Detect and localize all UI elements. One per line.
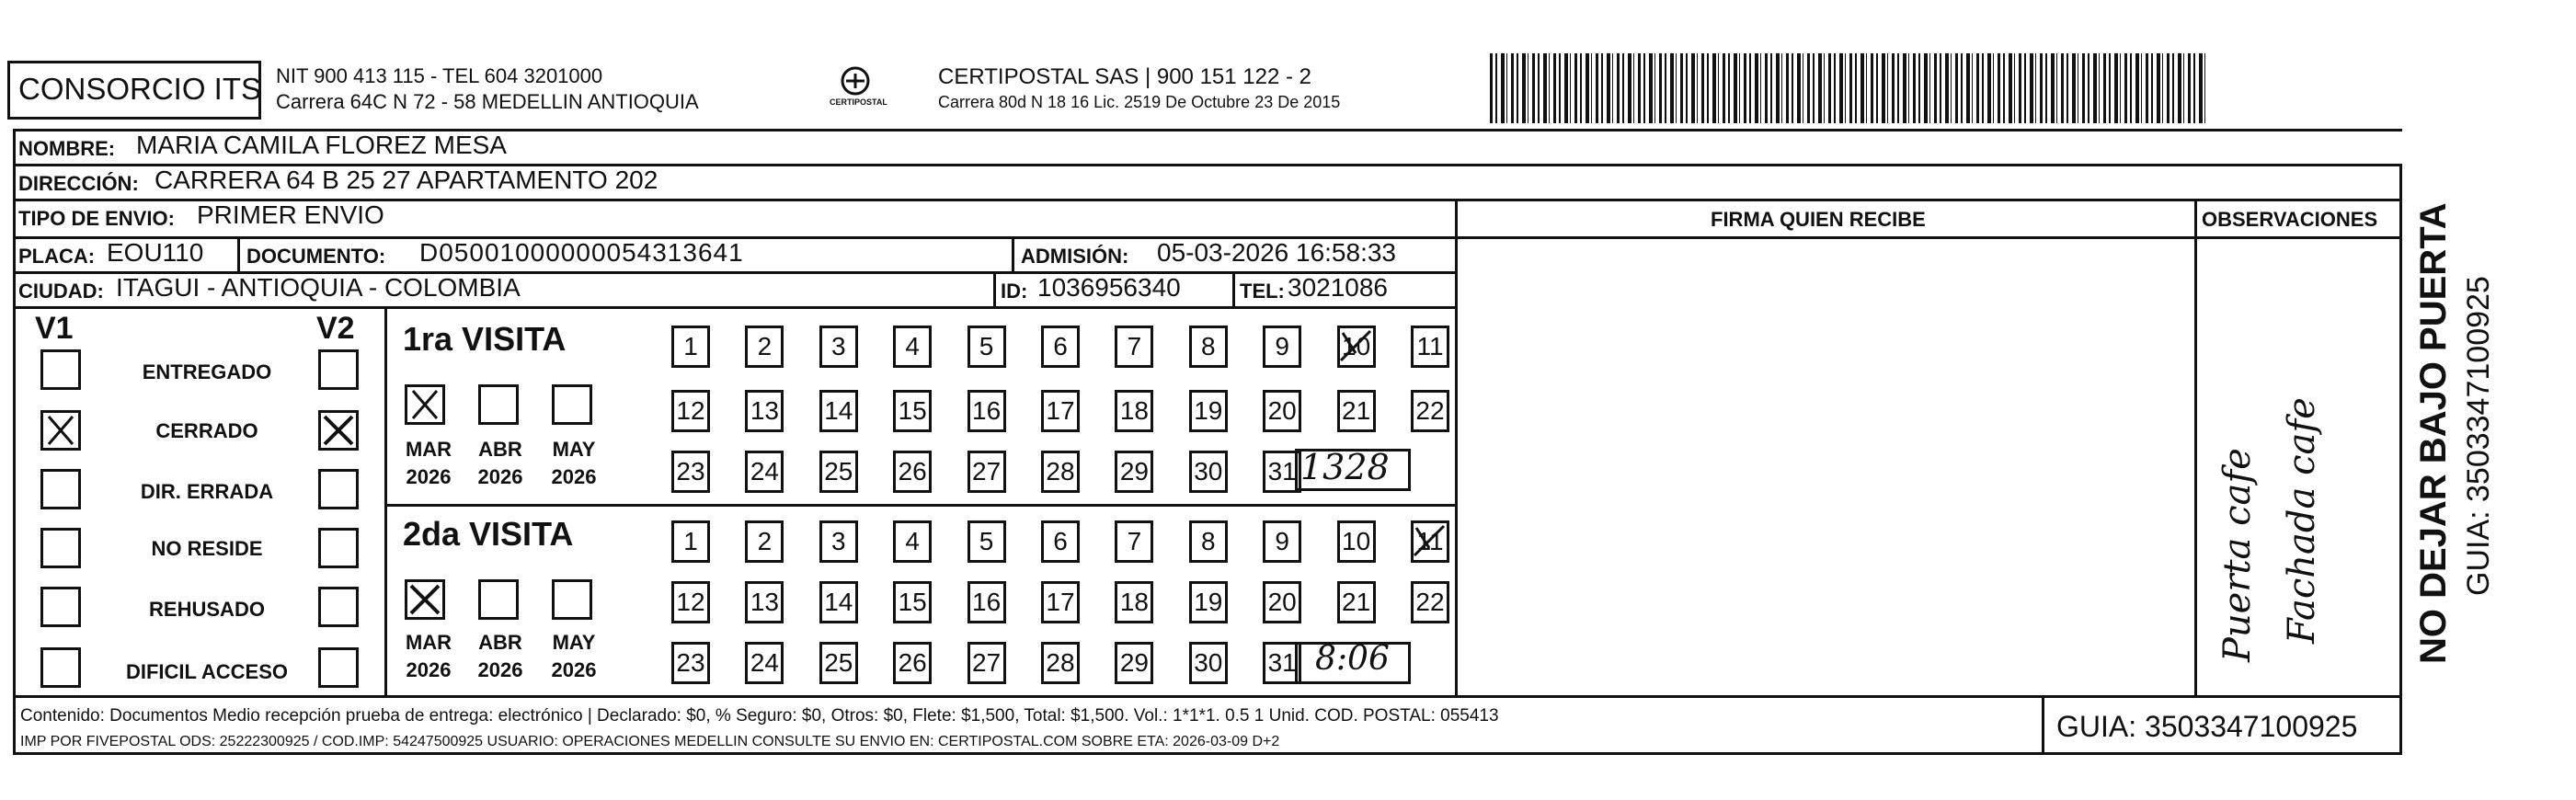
visita1-day-box[interactable]: 6 xyxy=(1041,326,1080,368)
visita1-month-may[interactable] xyxy=(552,384,592,425)
v2-header: V2 xyxy=(316,311,355,346)
visita1-day-box[interactable]: 19 xyxy=(1189,390,1228,432)
visita1-day-box[interactable]: 9 xyxy=(1263,326,1301,368)
visita2-day-box[interactable]: 1 xyxy=(671,520,710,563)
nombre-value: MARIA CAMILA FLOREZ MESA xyxy=(136,131,507,159)
visita1-day-box[interactable]: 28 xyxy=(1041,451,1080,493)
v2-dificil-acceso[interactable] xyxy=(318,647,359,688)
divider xyxy=(1455,199,1458,695)
status-dificil-acceso: DIFICIL ACCESO xyxy=(125,660,288,683)
visita1-time: 1328 xyxy=(1300,447,1390,487)
visita2-day-box[interactable]: 24 xyxy=(745,642,784,684)
carrier-address: Carrera 80d N 18 16 Lic. 2519 De Octubre 23 De 2015 xyxy=(938,93,1341,111)
divider xyxy=(13,129,16,754)
certipostal-logo xyxy=(819,64,892,116)
visita2-abr-year: 2026 xyxy=(477,658,523,681)
ciudad-value: ITAGUI - ANTIOQUIA - COLOMBIA xyxy=(116,273,521,302)
v2-entregado[interactable] xyxy=(318,349,359,390)
visita2-day-box[interactable]: 23 xyxy=(671,642,710,684)
nombre-label: NOMBRE: xyxy=(18,137,116,160)
visita1-day-box[interactable]: 16 xyxy=(967,390,1006,432)
logo-caption: CERTIPOSTAL xyxy=(830,97,887,107)
divider xyxy=(384,309,387,695)
placa-label: PLACA: xyxy=(18,245,96,268)
tel-value: 3021086 xyxy=(1288,273,1389,302)
visita2-mar-year: 2026 xyxy=(406,658,452,681)
visita1-day-box[interactable]: 30 xyxy=(1189,451,1228,493)
visita1-day-box[interactable]: 1 xyxy=(671,326,710,368)
visita1-day-box[interactable]: 15 xyxy=(893,390,932,432)
visita1-day-box[interactable]: 5 xyxy=(967,326,1006,368)
observaciones-handwriting xyxy=(2198,276,2400,690)
side-guia: GUIA: 3503347100925 xyxy=(2461,276,2496,596)
placa-value: EOU110 xyxy=(107,238,204,267)
v2-rehusado[interactable] xyxy=(318,587,359,627)
check-mark-icon xyxy=(1337,326,1374,366)
visita2-time: 8:06 xyxy=(1315,640,1390,678)
status-rehusado: REHUSADO xyxy=(149,598,265,621)
direccion-label: DIRECCIÓN: xyxy=(18,172,139,195)
visita1-may: MAY xyxy=(552,438,596,461)
visita2-day-box[interactable]: 27 xyxy=(967,642,1006,684)
visita2-day-box[interactable]: 14 xyxy=(819,581,858,623)
divider xyxy=(13,752,2402,755)
visita2-day-box[interactable]: 11 xyxy=(1411,520,1449,563)
visita2-day-box[interactable]: 25 xyxy=(819,642,858,684)
visita2-day-box[interactable]: 12 xyxy=(671,581,710,623)
visita2-may-year: 2026 xyxy=(551,658,597,681)
admision-label: ADMISIÓN: xyxy=(1021,245,1129,268)
visita2-day-box[interactable]: 22 xyxy=(1411,581,1449,623)
company-address: Carrera 64C N 72 - 58 MEDELLIN ANTIOQUIA xyxy=(276,90,699,113)
observacion-2: Fachada cafe xyxy=(2281,397,2323,644)
footer-imp: IMP POR FIVEPOSTAL ODS: 25222300925 / COD.IMP: 54247500925 USUARIO: OPERACIONES MEDELLIN CONSULTE SU ENVIO EN: CERTIPOSTAL.COM SOBRE ETA: 2026-03-09 D+2 xyxy=(20,734,1280,749)
visita2-day-box[interactable]: 19 xyxy=(1189,581,1228,623)
visita2-month-mar[interactable] xyxy=(405,579,445,620)
visita1-day-box[interactable]: 11 xyxy=(1411,326,1449,368)
visita1-day-box[interactable]: 29 xyxy=(1115,451,1153,493)
visita1-day-box[interactable]: 3 xyxy=(819,326,858,368)
visita2-title: 2da VISITA xyxy=(403,515,574,553)
visita2-day-box[interactable]: 31 xyxy=(1263,642,1301,684)
visita1-day-box[interactable]: 22 xyxy=(1411,390,1449,432)
visita2-day-box[interactable]: 16 xyxy=(967,581,1006,623)
divider xyxy=(1012,236,1014,271)
visita1-day-box[interactable]: 27 xyxy=(967,451,1006,493)
visita1-abr: ABR xyxy=(478,438,522,461)
documento-value: D050010000000543136​41 xyxy=(419,238,744,267)
visita2-month-abr[interactable] xyxy=(478,579,519,620)
v1-dir-errada[interactable] xyxy=(40,469,81,509)
visita1-mar-year: 2026 xyxy=(406,465,452,488)
visita1-title: 1ra VISITA xyxy=(403,320,567,358)
v2-cerrado[interactable] xyxy=(318,410,359,451)
visita2-day-box[interactable]: 3 xyxy=(819,520,858,563)
v1-entregado[interactable] xyxy=(40,349,81,390)
visita1-day-box[interactable]: 8 xyxy=(1189,326,1228,368)
v1-dificil-acceso[interactable] xyxy=(40,647,81,688)
visita1-month-abr[interactable] xyxy=(478,384,519,425)
status-dir-errada: DIR. ERRADA xyxy=(140,480,274,503)
visita2-month-may[interactable] xyxy=(552,579,592,620)
nit-line: NIT 900 413 115 - TEL 604 3201000 xyxy=(276,64,603,87)
tipo-value: PRIMER ENVIO xyxy=(197,200,384,229)
visita1-may-year: 2026 xyxy=(551,465,597,488)
visita1-day-box[interactable]: 12 xyxy=(671,390,710,432)
tipo-label: TIPO DE ENVIO: xyxy=(18,207,175,230)
visita2-day-box[interactable]: 30 xyxy=(1189,642,1228,684)
visita2-day-box[interactable]: 18 xyxy=(1115,581,1153,623)
visita1-day-box[interactable]: 23 xyxy=(671,451,710,493)
visita2-day-box[interactable]: 20 xyxy=(1263,581,1301,623)
visita2-day-box[interactable]: 28 xyxy=(1041,642,1080,684)
observacion-1: Puerta cafe xyxy=(2216,448,2259,662)
carrier-line: CERTIPOSTAL SAS | 900 151 122 - 2 xyxy=(938,64,1311,89)
visita2-abr: ABR xyxy=(478,631,522,654)
barcode xyxy=(1490,53,2207,123)
visita1-day-box[interactable]: 26 xyxy=(893,451,932,493)
visita1-day-box[interactable]: 2 xyxy=(745,326,784,368)
divider xyxy=(237,236,240,271)
visita1-day-box[interactable]: 21 xyxy=(1337,390,1376,432)
visita1-abr-year: 2026 xyxy=(477,465,523,488)
visita1-day-box[interactable]: 4 xyxy=(893,326,932,368)
divider xyxy=(384,504,1457,507)
status-no-reside: NO RESIDE xyxy=(151,537,263,560)
visita1-day-box[interactable]: 18 xyxy=(1115,390,1153,432)
divider xyxy=(993,271,996,306)
id-label: ID: xyxy=(1001,280,1028,303)
firma-header: FIRMA QUIEN RECIBE xyxy=(1711,208,1926,231)
ciudad-label: CIUDAD: xyxy=(18,280,104,303)
v2-dir-errada[interactable] xyxy=(318,469,359,509)
visita2-day-box[interactable]: 29 xyxy=(1115,642,1153,684)
visita1-day-box[interactable]: 14 xyxy=(819,390,858,432)
visita2-day-box[interactable]: 7 xyxy=(1115,520,1153,563)
id-value: 1036956340 xyxy=(1037,273,1181,302)
visita1-day-box[interactable]: 20 xyxy=(1263,390,1301,432)
footer-guia: GUIA: 3503347100925 xyxy=(2056,710,2358,743)
visita2-day-box[interactable]: 26 xyxy=(893,642,932,684)
visita1-day-box[interactable]: 13 xyxy=(745,390,784,432)
visita1-day-box[interactable]: 17 xyxy=(1041,390,1080,432)
visita2-day-box[interactable]: 2 xyxy=(745,520,784,563)
visita2-may: MAY xyxy=(552,631,596,654)
visita2-day-box[interactable]: 13 xyxy=(745,581,784,623)
visita2-day-box[interactable]: 6 xyxy=(1041,520,1080,563)
divider xyxy=(2194,199,2197,695)
divider xyxy=(2042,695,2044,754)
divider xyxy=(1455,236,2402,239)
visita1-day-box[interactable]: 31 xyxy=(1263,451,1301,493)
visita2-day-box[interactable]: 4 xyxy=(893,520,932,563)
tel-label: TEL: xyxy=(1240,280,1285,303)
visita2-day-box[interactable]: 21 xyxy=(1337,581,1376,623)
visita2-day-box[interactable]: 9 xyxy=(1263,520,1301,563)
no-dejar-bajo-puerta: NO DEJAR BAJO PUERTA xyxy=(2413,202,2454,664)
visita2-day-box[interactable]: 15 xyxy=(893,581,932,623)
visita2-mar: MAR xyxy=(405,631,452,654)
visita1-day-box[interactable]: 10 xyxy=(1337,326,1376,368)
status-cerrado: CERRADO xyxy=(155,419,258,442)
observaciones-header: OBSERVACIONES xyxy=(2202,208,2378,231)
visita1-mar: MAR xyxy=(405,438,452,461)
admision-value: 05-03-2026 16:58:33 xyxy=(1157,238,1396,267)
visita1-day-box[interactable]: 25 xyxy=(819,451,858,493)
documento-label: DOCUMENTO: xyxy=(246,245,386,268)
visita1-day-box[interactable]: 7 xyxy=(1115,326,1153,368)
v1-no-reside[interactable] xyxy=(40,528,81,568)
visita1-month-mar[interactable] xyxy=(405,384,445,425)
direccion-value: CARRERA 64 B 25 27 APARTAMENTO 202 xyxy=(155,166,658,194)
divider xyxy=(13,306,1457,309)
visita2-day-box[interactable]: 17 xyxy=(1041,581,1080,623)
check-mark-icon xyxy=(1411,520,1448,561)
visita2-day-box[interactable]: 8 xyxy=(1189,520,1228,563)
v2-no-reside[interactable] xyxy=(318,528,359,568)
v1-header: V1 xyxy=(35,311,74,346)
v1-cerrado[interactable] xyxy=(40,410,81,451)
company-name: CONSORCIO ITS xyxy=(18,72,262,106)
status-entregado: ENTREGADO xyxy=(142,360,272,383)
footer-contenido: Contenido: Documentos Medio recepción prueba de entrega: electrónico | Declarado: $0, % Seguro: $0, Otros: $0, Flete: $1,500, Total: $1,500. Vol.: 1*1*1. 0.5 1 Unid. COD. POSTAL: 055413 xyxy=(20,706,1499,726)
v1-rehusado[interactable] xyxy=(40,587,81,627)
visita2-day-box[interactable]: 5 xyxy=(967,520,1006,563)
visita1-day-box[interactable]: 24 xyxy=(745,451,784,493)
divider xyxy=(1232,271,1235,306)
visita2-day-box[interactable]: 10 xyxy=(1337,520,1376,563)
